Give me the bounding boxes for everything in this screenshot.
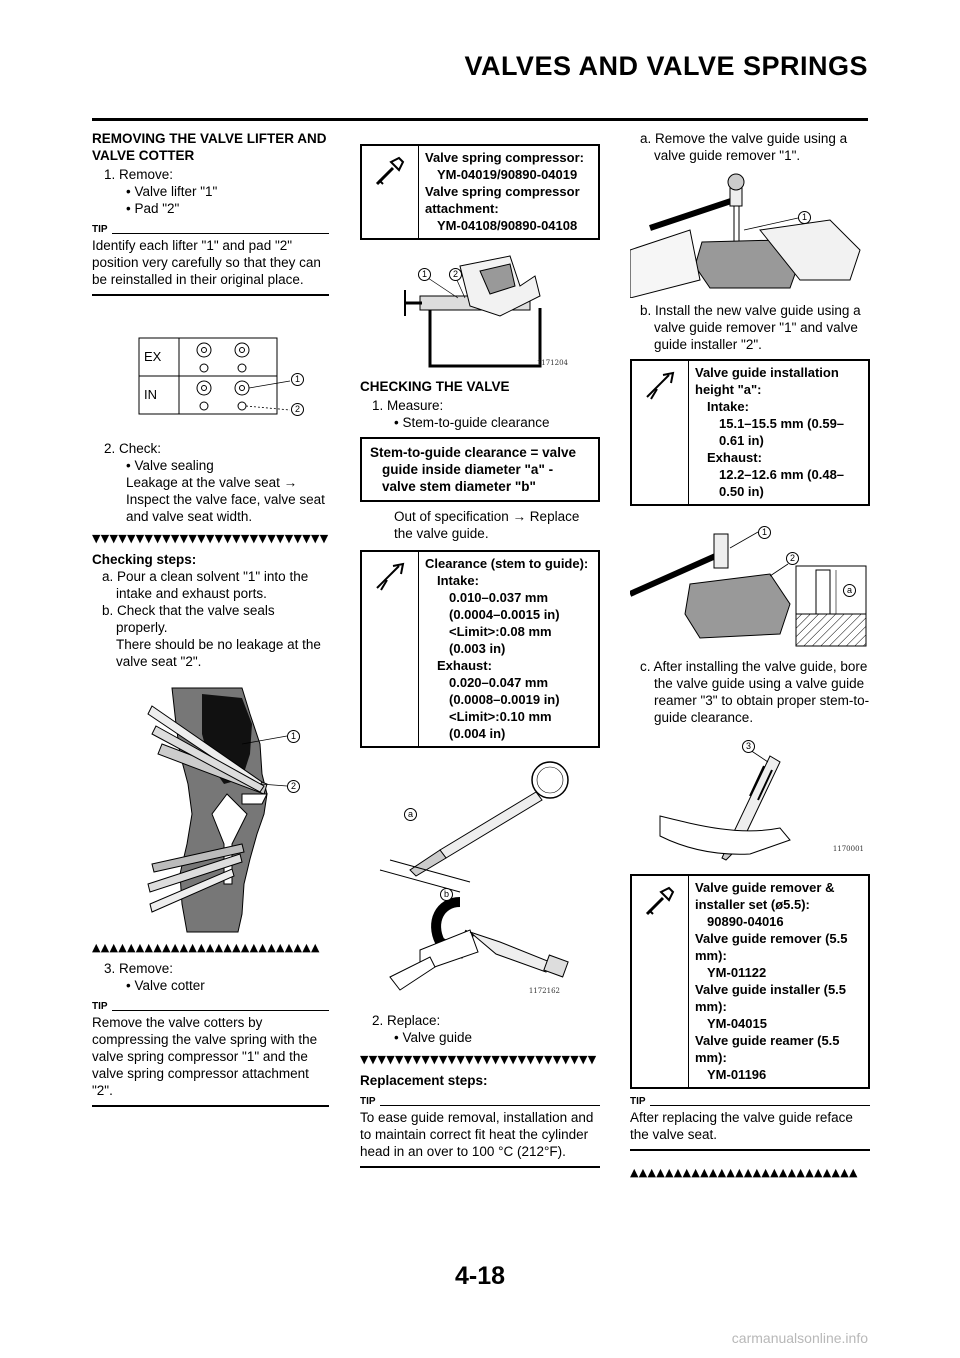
spring-compressor-diagram	[360, 246, 600, 376]
out-of-spec-text: Out of specification → Replace the valve guide.	[394, 509, 580, 541]
tool-name: Valve guide remover (5.5 mm):	[695, 931, 848, 963]
spec-value: (0.0008–0.0019 in)	[449, 692, 560, 707]
bore-gauge-micrometer-diagram	[360, 752, 600, 1004]
tip-header	[92, 1002, 329, 1012]
tool-box-guide-remover-installer	[630, 874, 870, 1089]
section-heading-removing: REMOVING THE VALVE LIFTER AND VALVE COTTER	[92, 131, 327, 163]
caliper-icon	[362, 552, 419, 746]
callout-1: 1	[418, 268, 431, 281]
header-rule	[92, 118, 868, 121]
formula-line: guide inside diameter "a" -	[382, 462, 554, 477]
bullet-valve-sealing: • Valve sealing	[126, 458, 214, 473]
spec-value: <Limit>:0.10 mm	[449, 709, 552, 724]
tip-text: To ease guide removal, installation and to maintain correct fit heat the cylinder head in an over to 100 °C (212°F).	[360, 1110, 594, 1159]
tool-icon	[362, 146, 419, 238]
spec-value: 0.020–0.047 mm	[449, 675, 549, 690]
step-2: 2. Replace:	[372, 1013, 441, 1028]
callout-a: a	[404, 808, 417, 821]
tool-box-spring-compressor	[360, 144, 600, 240]
checking-steps-heading: Checking steps:	[92, 552, 197, 567]
tool-name: Valve guide remover & installer set (ø5.5):	[695, 880, 835, 912]
callout-b: b	[440, 888, 453, 901]
steps-end-marker: ▲▲▲▲▲▲▲▲▲▲▲▲▲▲▲▲▲▲▲▲▲▲▲▲▲▲	[92, 942, 320, 954]
bullet-pad: • Pad "2"	[126, 201, 180, 216]
checking-step-a: a. Pour a clean solvent "1" into the intake and exhaust ports.	[102, 569, 309, 601]
callout-1: 1	[291, 373, 304, 386]
callout-3: 3	[742, 740, 755, 753]
guide-reamer-diagram	[630, 736, 870, 864]
tip-label: TIP	[630, 1096, 646, 1107]
spec-value: (0.004 in)	[449, 726, 506, 741]
checking-step-b: b. Check that the valve seals properly.	[102, 603, 275, 635]
tip-box	[92, 225, 329, 296]
tool-part-number: YM-01122	[707, 965, 767, 980]
spec-title: Clearance (stem to guide):	[425, 556, 589, 571]
spec-box-installation-height	[630, 359, 870, 506]
tip-header	[630, 1097, 870, 1107]
figure-id: 1170001	[832, 845, 864, 853]
callout-2: 2	[786, 552, 799, 565]
caliper-icon	[632, 361, 689, 504]
tool-part-number: YM-04108/90890-04108	[437, 218, 578, 233]
spec-value: <Limit>:0.08 mm	[449, 624, 552, 639]
in-label: IN	[144, 387, 157, 402]
callout-1: 1	[798, 211, 811, 224]
tip-label: TIP	[92, 1001, 108, 1012]
replacement-steps-heading: Replacement steps:	[360, 1073, 488, 1088]
valve-seal-check-diagram	[92, 684, 329, 934]
tool-name: Valve guide installer (5.5 mm):	[695, 982, 847, 1014]
tool-part-number: YM-04019/90890-04019	[437, 167, 578, 182]
spec-value: (0.0004–0.0015 in)	[449, 607, 560, 622]
replacement-step-b: b. Install the new valve guide using a valve guide remover "1" and valve guide installer "2".	[640, 303, 861, 352]
bullet-valve-lifter: • Valve lifter "1"	[126, 184, 218, 199]
guide-remover-diagram	[630, 170, 870, 298]
column-2	[360, 140, 600, 1174]
replacement-step-a: a. Remove the valve guide using a valve guide remover "1".	[640, 131, 848, 163]
tool-name: Valve spring compressor attachment:	[425, 184, 580, 216]
spec-label: Exhaust:	[707, 450, 762, 465]
spec-value: 15.1–15.5 mm (0.59–0.61 in)	[719, 416, 845, 448]
column-1	[92, 130, 329, 1113]
tool-part-number: YM-01196	[707, 1067, 767, 1082]
tip-text: Identify each lifter "1" and pad "2" position very carefully so that they can be reinstalled in their original place.	[92, 238, 321, 287]
tip-box	[92, 1002, 329, 1107]
callout-a: a	[843, 584, 856, 597]
tip-header	[92, 225, 329, 235]
replacement-step-c: c. After installing the valve guide, bore the valve guide using a valve guide reamer "3" to obtain proper stem-to-guide clearance.	[640, 659, 870, 725]
spec-value: (0.003 in)	[449, 641, 506, 656]
bullet-stem-to-guide: • Stem-to-guide clearance	[394, 415, 550, 430]
tool-part-number: 90890-04016	[707, 914, 784, 929]
steps-end-marker: ▲▲▲▲▲▲▲▲▲▲▲▲▲▲▲▲▲▲▲▲▲▲▲▲▲▲	[630, 1167, 858, 1179]
tip-text: After replacing the valve guide reface the valve seat.	[630, 1110, 853, 1142]
guide-installer-diagram	[630, 514, 870, 650]
formula-line: Stem-to-guide clearance = valve	[370, 445, 576, 460]
section-heading-checking: CHECKING THE VALVE	[360, 379, 510, 394]
tip-label: TIP	[92, 224, 108, 235]
step-1: 1. Measure:	[372, 398, 444, 413]
valve-seal-figure	[92, 684, 329, 934]
spec-title: Valve guide installation height "a":	[695, 365, 839, 397]
callout-2: 2	[287, 780, 300, 793]
spec-label: Exhaust:	[437, 658, 492, 673]
bullet-valve-cotter: • Valve cotter	[126, 978, 205, 993]
page-title: VALVES AND VALVE SPRINGS	[464, 51, 868, 81]
tip-label: TIP	[360, 1096, 376, 1107]
page-number: 4-18	[454, 1262, 506, 1290]
tool-name: Valve spring compressor:	[425, 150, 584, 165]
figure-id: 1172162	[528, 987, 560, 995]
steps-start-marker: ▼▼▼▼▼▼▼▼▼▼▼▼▼▼▼▼▼▼▼▼▼▼▼▼▼▼▼	[360, 1054, 597, 1066]
spec-label: Intake:	[707, 399, 749, 414]
remover-figure	[630, 170, 870, 298]
callout-2: 2	[449, 268, 462, 281]
callout-2: 2	[291, 403, 304, 416]
checking-step-b-note: There should be no leakage at the valve seat "2".	[116, 637, 321, 669]
tip-box	[630, 1097, 870, 1151]
tip-text: Remove the valve cotters by compressing the valve spring with the valve spring compressor "1" and the valve spring compressor attachment "2".	[92, 1015, 318, 1098]
spec-box-clearance	[360, 550, 600, 748]
step-1: 1. Remove:	[104, 167, 174, 182]
formula-box	[360, 437, 600, 502]
step-2: 2. Check:	[104, 441, 162, 456]
tool-icon	[632, 876, 689, 1087]
bullet-valve-guide: • Valve guide	[394, 1030, 473, 1045]
ex-label: EX	[144, 349, 162, 364]
spec-label: Intake:	[437, 573, 479, 588]
steps-start-marker: ▼▼▼▼▼▼▼▼▼▼▼▼▼▼▼▼▼▼▼▼▼▼▼▼▼▼▼	[92, 533, 329, 545]
installer-figure	[630, 514, 870, 650]
watermark: carmanualsonline.info	[731, 1330, 868, 1346]
tool-name: Valve guide reamer (5.5 mm):	[695, 1033, 840, 1065]
tip-box	[360, 1097, 600, 1168]
callout-1: 1	[287, 730, 300, 743]
callout-1: 1	[758, 526, 771, 539]
formula-line: valve stem diameter "b"	[382, 479, 536, 494]
spec-value: 12.2–12.6 mm (0.48–0.50 in)	[719, 467, 845, 499]
tip-header	[360, 1097, 600, 1107]
measurement-figure	[360, 752, 600, 1004]
spec-value: 0.010–0.037 mm	[449, 590, 549, 605]
figure-id: 1171204	[536, 359, 568, 367]
lifter-pad-diagram	[92, 318, 329, 428]
tool-part-number: YM-04015	[707, 1016, 767, 1031]
step-3: 3. Remove:	[104, 961, 174, 976]
column-3	[630, 130, 870, 1185]
leakage-text: Leakage at the valve seat → Inspect the valve face, valve seat and valve seat width.	[126, 475, 325, 524]
